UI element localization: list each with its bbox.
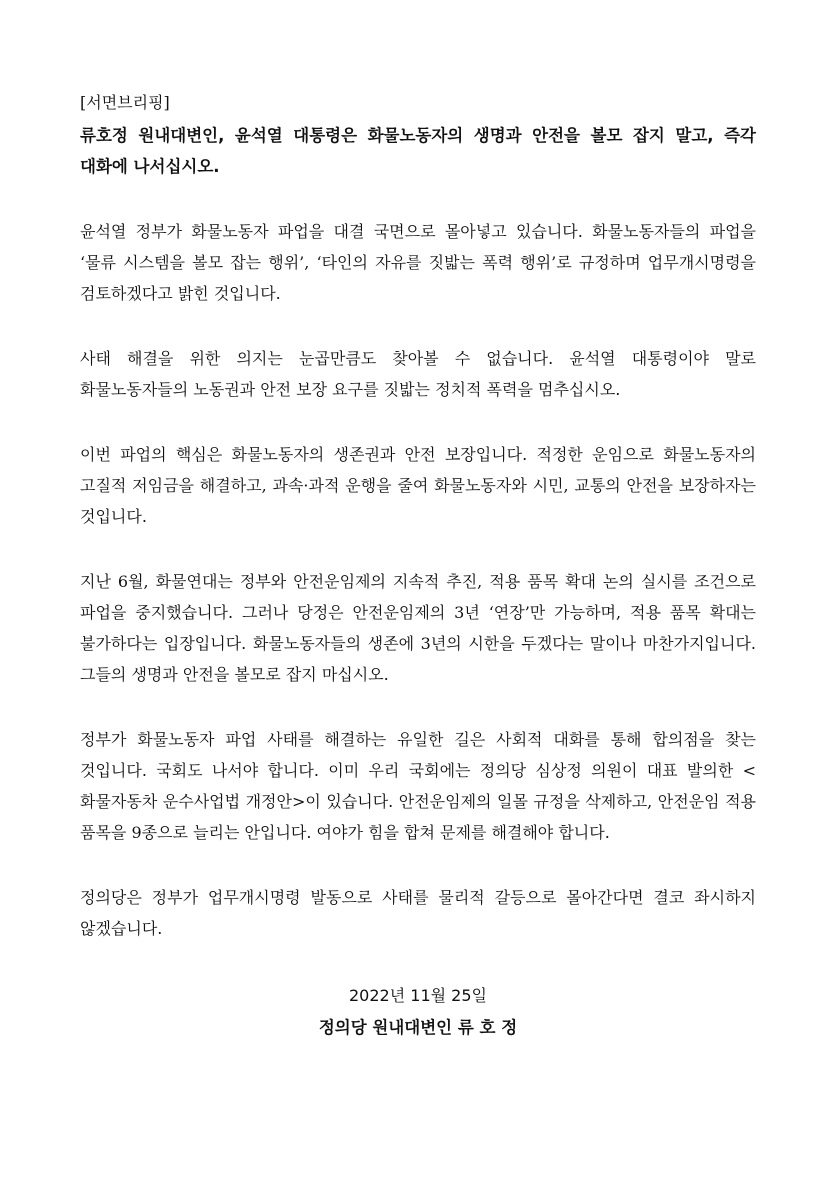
date: 2022년 11월 25일 [349, 986, 487, 1005]
headline: 류호정 원내대변인, 윤석열 대통령은 화물노동자의 생명과 안전을 볼모 잡지 말고, 즉각 대화에 나서십시오. [80, 126, 756, 176]
paragraph-1: 윤석열 정부가 화물노동자 파업을 대결 국면으로 몰아넣고 있습니다. 화물노동자들의 파업을 ‘물류 시스템을 볼모 잡는 행위’, ‘타인의 자유를 짓밟는 폭력 행위’로 규정하며 업무개시명령을 검토하겠다고 밝힌 것입니다. [80, 222, 756, 303]
paragraph-6: 정의당은 정부가 업무개시명령 발동으로 사태를 물리적 갈등으로 몰아간다면 결코 좌시하지 않겠습니다. [80, 888, 756, 938]
signature-block [80, 980, 756, 1044]
paragraph-2: 사태 해결을 위한 의지는 눈곱만큼도 찾아볼 수 없습니다. 윤석열 대통령이야 말로 화물노동자들의 노동권과 안전 보장 요구를 짓밟는 정치적 폭력을 멈추십시오. [80, 349, 756, 399]
briefing-tag: [서면브리핑] [80, 93, 170, 112]
paragraph-4: 지난 6월, 화물연대는 정부와 안전운임제의 지속적 추진, 적용 품목 확대 논의 실시를 조건으로 파업을 중지했습니다. 그러나 당정은 안전운임제의 3년 ‘연장’만 가능하며, 적용 품목 확대는 불가하다는 입장입니다. 화물노동자들의 생존에 3년의 시한을 두겠다는 말이나 마찬가지입니다. 그들의 생명과 안전을 볼모로 잡지 마십시오. [80, 572, 756, 684]
paragraph-3: 이번 파업의 핵심은 화물노동자의 생존권과 안전 보장입니다. 적정한 운임으로 화물노동자의 고질적 저임금을 해결하고, 과속·과적 운행을 줄여 화물노동자와 시민, 교통의 안전을 보장하자는 것입니다. [80, 445, 756, 526]
signature: 정의당 원내대변인 류 호 정 [318, 1018, 518, 1037]
document-page [80, 88, 756, 1044]
paragraph-5: 정부가 화물노동자 파업 사태를 해결하는 유일한 길은 사회적 대화를 통해 합의점을 찾는 것입니다. 국회도 나서야 합니다. 이미 우리 국회에는 정의당 심상정 의원이 대표 발의한 <화물자동차 운수사업법 개정안>이 있습니다. 안전운임제의 일몰 규정을 삭제하고, 안전운임 적용 품목을 9종으로 늘리는 안입니다. 여야가 힘을 합쳐 문제를 해결해야 합니다. [80, 730, 756, 842]
